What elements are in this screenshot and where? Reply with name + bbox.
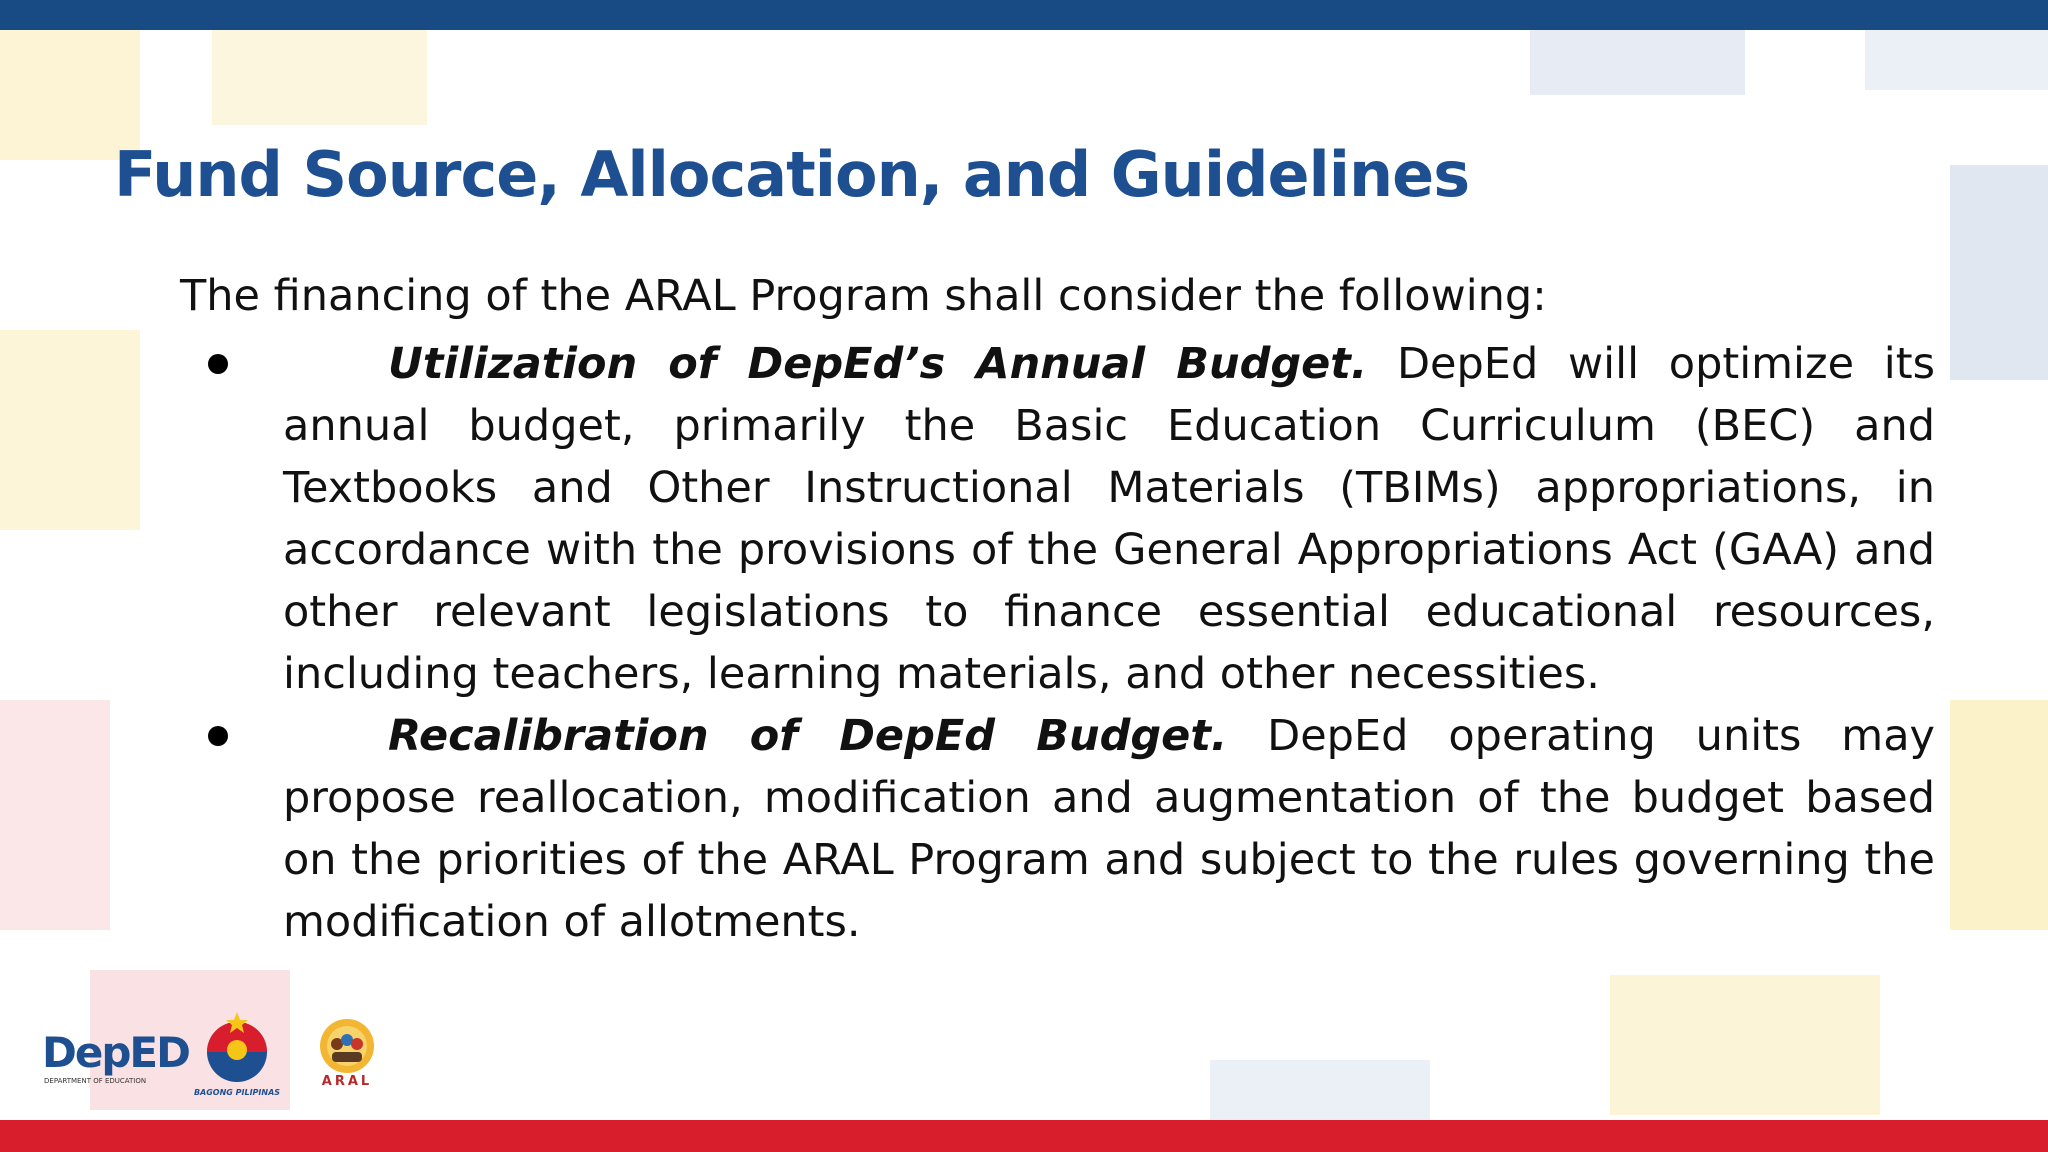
slide-title: Fund Source, Allocation, and Guidelines — [114, 138, 1470, 211]
bullet-body: DepEd will optimize its annual budget, primarily the Basic Education Curriculum (BEC) and Textbooks and Other Instructional Materials (TBIMs) appropriations, in accordance with the provisions of the General Appropriations Act (GAA) and other relevant legislations to finance essential educational resources, including teachers, learning materials, and other necessities. — [283, 339, 1935, 699]
deped-wordmark: DepED — [42, 1028, 189, 1077]
bagong-pilipinas-seal-graphic — [192, 1008, 282, 1088]
bg-square-blue — [1210, 1060, 1430, 1120]
bg-square-yellow — [1610, 975, 1880, 1115]
bullet-dot-icon — [208, 354, 228, 374]
bottom-color-bar — [0, 1120, 2048, 1152]
bagong-pilipinas-seal-icon — [192, 1008, 282, 1100]
aral-program-logo-graphic — [312, 1014, 382, 1074]
top-color-bar — [0, 0, 2048, 30]
intro-text: The financing of the ARAL Program shall consider the following: — [180, 271, 1547, 321]
bg-square-blue — [1530, 30, 1745, 95]
bullet-item — [0, 705, 2048, 953]
bagong-pilipinas-caption: BAGONG PILIPINAS — [193, 1088, 281, 1097]
logo-row — [42, 1008, 382, 1098]
deped-subtitle: DEPARTMENT OF EDUCATION — [44, 1077, 147, 1085]
bg-square-blue — [1865, 30, 2048, 90]
aral-program-logo-icon — [312, 1014, 382, 1098]
bullet-list — [0, 333, 2048, 953]
bullet-heading: Recalibration of DepEd Budget. — [388, 711, 1228, 761]
bullet-item — [0, 333, 2048, 705]
bullet-body: DepEd operating units may propose reallocation, modification and augmentation of the budget based on the priorities of the ARAL Program and subject to the rules governing the modification of allotments. — [283, 711, 1935, 947]
aral-caption: ARAL — [321, 1074, 373, 1089]
bg-square-yellow — [212, 30, 427, 125]
bullet-dot-icon — [208, 726, 228, 746]
deped-logo-icon — [42, 1028, 189, 1088]
bullet-heading: Utilization of DepEd’s Annual Budget. — [388, 339, 1368, 389]
